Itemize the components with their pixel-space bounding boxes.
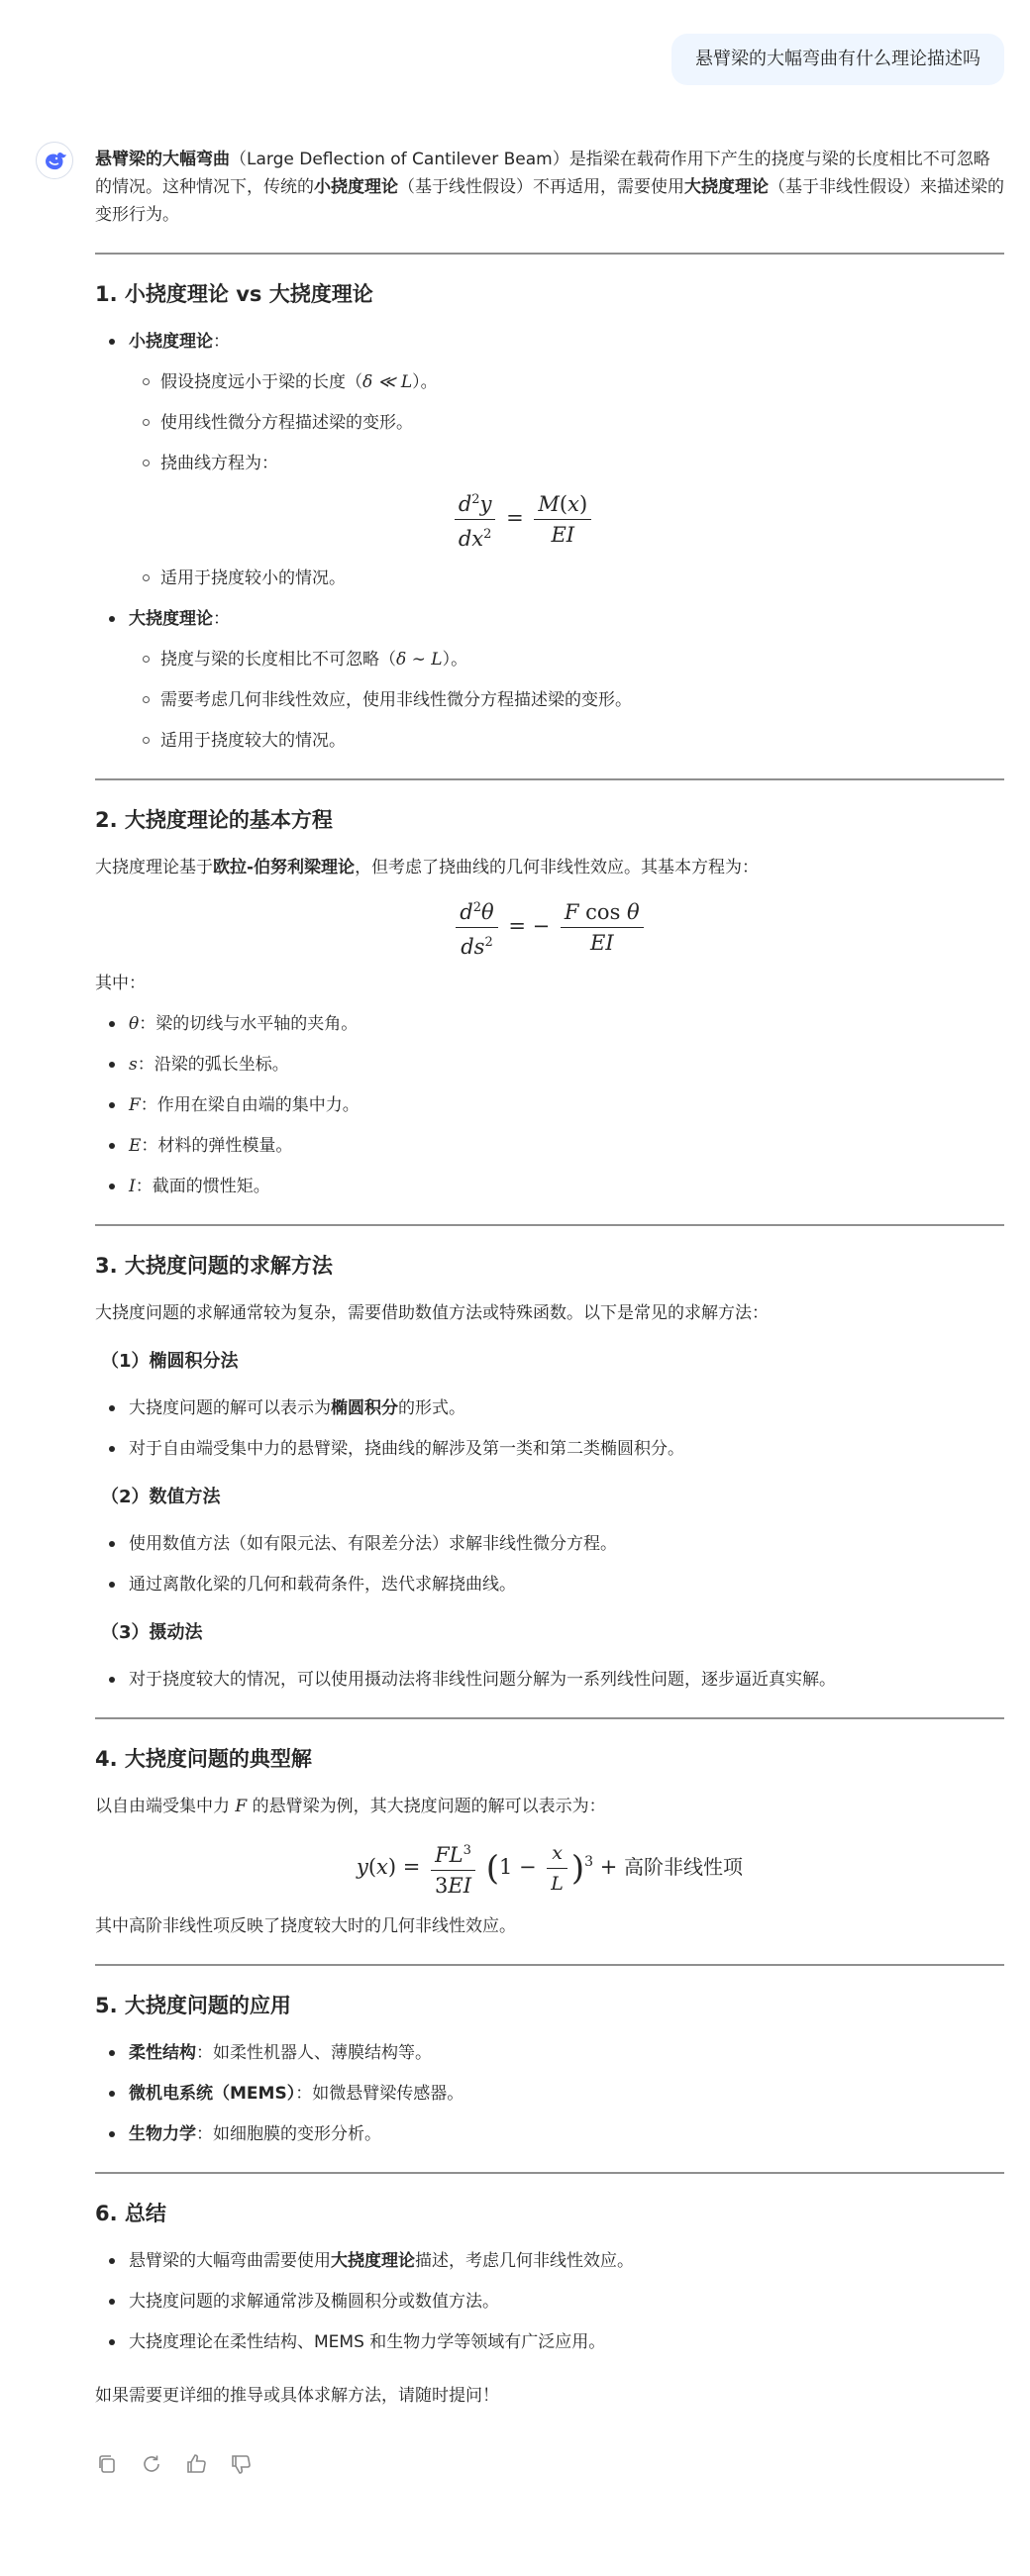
deflection-equation: $\frac{d^2y}{dx^2}$ = $\frac{M(x)}{EI}$ xyxy=(42,487,1004,552)
copy-icon[interactable] xyxy=(95,2452,121,2478)
variable-item: θ：梁的切线与水平轴的夹角。 xyxy=(95,1010,1004,1038)
intro-bold-2: 小挠度理论 xyxy=(314,177,398,197)
large-deflection-sublist xyxy=(129,646,1004,755)
list-item: 通过离散化梁的几何和载荷条件，迭代求解挠曲线。 xyxy=(95,1571,1004,1598)
thumbs-up-icon[interactable] xyxy=(184,2452,210,2478)
math-inline: s xyxy=(129,1055,138,1075)
list-item: 大挠度理论： 挠度与梁的长度相比不可忽略（δ ∼ L）。 需要考虑几何非线性效应，使用非线性微分方程描述梁的变形。 适用于挠度较大的情况。 xyxy=(95,605,1004,755)
variable-item: F：作用在梁自由端的集中力。 xyxy=(95,1091,1004,1119)
math-inline: δ ≪ L xyxy=(362,372,413,392)
small-deflection-sublist xyxy=(129,368,1004,592)
thumbs-down-icon[interactable] xyxy=(229,2452,255,2478)
closing-line: 如果需要更详细的推导或具体求解方法，请随时提问！ xyxy=(95,2386,499,2406)
assistant-response xyxy=(95,146,1004,2410)
section-2-title: 2. 大挠度理论的基本方程 xyxy=(95,808,333,832)
subsection-numerical-title: （2）数值方法 xyxy=(101,1487,221,1507)
numerical-list xyxy=(95,1530,1004,1598)
typical-solution-equation: y(x) = $\frac{FL^3}{3EI}$ (1 − $\frac{x}{L}$ )$^3$ + 高阶非线性项 xyxy=(95,1838,1004,1899)
list-item: 需要考虑几何非线性效应，使用非线性微分方程描述梁的变形。 xyxy=(129,686,1004,714)
list-item: 使用数值方法（如有限元法、有限差分法）求解非线性微分方程。 xyxy=(95,1530,1004,1558)
intro-bold-3: 大挠度理论 xyxy=(684,177,769,197)
summary-list xyxy=(95,2247,1004,2356)
section-4-paragraph: 以自由端受集中力 F 的悬臂梁为例，其大挠度问题的解可以表示为： xyxy=(95,1797,606,1816)
subsection-elliptic-title: （1）椭圆积分法 xyxy=(101,1351,239,1372)
intro-paragraph xyxy=(95,146,1004,229)
variable-item: I：截面的惯性矩。 xyxy=(95,1173,1004,1200)
list-item: 对于挠度较大的情况，可以使用摄动法将非线性问题分解为一系列线性问题，逐步逼近真实解。 xyxy=(95,1666,1004,1694)
section-4-title: 4. 大挠度问题的典型解 xyxy=(95,1747,312,1771)
intro-bold-1: 悬臂梁的大幅弯曲 xyxy=(95,150,230,169)
list-item: 适用于挠度较大的情况。 xyxy=(129,727,1004,755)
divider xyxy=(95,1964,1004,1966)
list-item: 适用于挠度较小的情况。 xyxy=(129,565,1004,592)
list-item: 大挠度理论在柔性结构、MEMS 和生物力学等领域有广泛应用。 xyxy=(95,2328,1004,2356)
divider xyxy=(95,778,1004,780)
where-label: 其中： xyxy=(95,974,146,993)
euler-bernoulli-bold: 欧拉-伯努利梁理论 xyxy=(213,858,356,877)
subsection-perturbation-title: （3）摄动法 xyxy=(101,1622,203,1643)
deepseek-whale-icon xyxy=(43,150,68,173)
math-inline: θ xyxy=(129,1014,140,1034)
large-deflection-label: 大挠度理论 xyxy=(129,609,213,629)
section-3-title: 3. 大挠度问题的求解方法 xyxy=(95,1254,333,1278)
list-item: 小挠度理论： 假设挠度远小于梁的长度（δ ≪ L）。 使用线性微分方程描述梁的变形。 挠曲线方程为： $\frac{d^2y}{dx^2}$ = $\frac{M(x)}{EI}$ 适用于挠度较小的情况。 xyxy=(95,328,1004,592)
user-message-bubble: 悬臂梁的大幅弯曲有什么理论描述吗 xyxy=(671,34,1004,85)
divider xyxy=(95,253,1004,255)
math-inline: E xyxy=(129,1136,142,1156)
math-inline: F xyxy=(235,1797,248,1816)
regenerate-icon[interactable] xyxy=(140,2452,165,2478)
list-item: 悬臂梁的大幅弯曲需要使用大挠度理论描述，考虑几何非线性效应。 xyxy=(95,2247,1004,2275)
list-item: 假设挠度远小于梁的长度（δ ≪ L）。 xyxy=(129,368,1004,396)
application-item: 微机电系统（MEMS）：如微悬臂梁传感器。 xyxy=(95,2080,1004,2108)
application-item: 柔性结构：如柔性机器人、薄膜结构等。 xyxy=(95,2039,1004,2067)
section-1-title: 1. 小挠度理论 vs 大挠度理论 xyxy=(95,282,373,306)
list-item: 挠度与梁的长度相比不可忽略（δ ∼ L）。 xyxy=(129,646,1004,673)
variables-list xyxy=(95,1010,1004,1200)
intro-text-2: （基于线性假设）不再适用，需要使用 xyxy=(398,177,684,197)
small-deflection-label: 小挠度理论 xyxy=(129,332,213,352)
divider xyxy=(95,1717,1004,1719)
higher-order-term: 高阶非线性项 xyxy=(624,1855,744,1879)
math-inline: I xyxy=(129,1177,136,1196)
list-item: 对于自由端受集中力的悬臂梁，挠曲线的解涉及第一类和第二类椭圆积分。 xyxy=(95,1435,1004,1463)
variable-item: s：沿梁的弧长坐标。 xyxy=(95,1051,1004,1079)
section-1-list xyxy=(95,328,1004,755)
section-4-after: 其中高阶非线性项反映了挠度较大时的几何非线性效应。 xyxy=(95,1916,516,1936)
list-item: 挠曲线方程为： $\frac{d^2y}{dx^2}$ = $\frac{M(x)}{EI}$ xyxy=(129,450,1004,552)
section-6-title: 6. 总结 xyxy=(95,2202,166,2225)
basic-equation: $\frac{d^2\theta}{ds^2}$ = − $\frac{\text{F cos θ}}{EI}$ xyxy=(95,895,1004,960)
intro-text-3: （基于非线性假设）来描述梁的变形行为。 xyxy=(95,177,1004,225)
list-item: 大挠度问题的解可以表示为椭圆积分的形式。 xyxy=(95,1394,1004,1422)
list-item: 大挠度问题的求解通常涉及椭圆积分或数值方法。 xyxy=(95,2288,1004,2316)
math-inline: F xyxy=(129,1095,141,1115)
applications-list xyxy=(95,2039,1004,2148)
perturbation-list xyxy=(95,1666,1004,1694)
variable-item: E：材料的弹性模量。 xyxy=(95,1132,1004,1160)
divider xyxy=(95,2172,1004,2174)
assistant-avatar xyxy=(36,142,73,179)
section-2-paragraph: 大挠度理论基于欧拉-伯努利梁理论，但考虑了挠曲线的几何非线性效应。其基本方程为： xyxy=(95,858,760,877)
divider xyxy=(95,1224,1004,1226)
list-item: 使用线性微分方程描述梁的变形。 xyxy=(129,409,1004,437)
section-5-title: 5. 大挠度问题的应用 xyxy=(95,1994,291,2017)
intro-text-1: （Large Deflection of Cantilever Beam）是指梁在载荷作用下产生的挠度与梁的长度相比不可忽略的情况。这种情况下，传统的 xyxy=(95,150,990,197)
math-inline: δ ∼ L xyxy=(396,650,443,670)
elliptic-list xyxy=(95,1394,1004,1463)
message-actions xyxy=(95,2452,268,2482)
application-item: 生物力学：如细胞膜的变形分析。 xyxy=(95,2120,1004,2148)
section-3-intro: 大挠度问题的求解通常较为复杂，需要借助数值方法或特殊函数。以下是常见的求解方法： xyxy=(95,1303,769,1323)
